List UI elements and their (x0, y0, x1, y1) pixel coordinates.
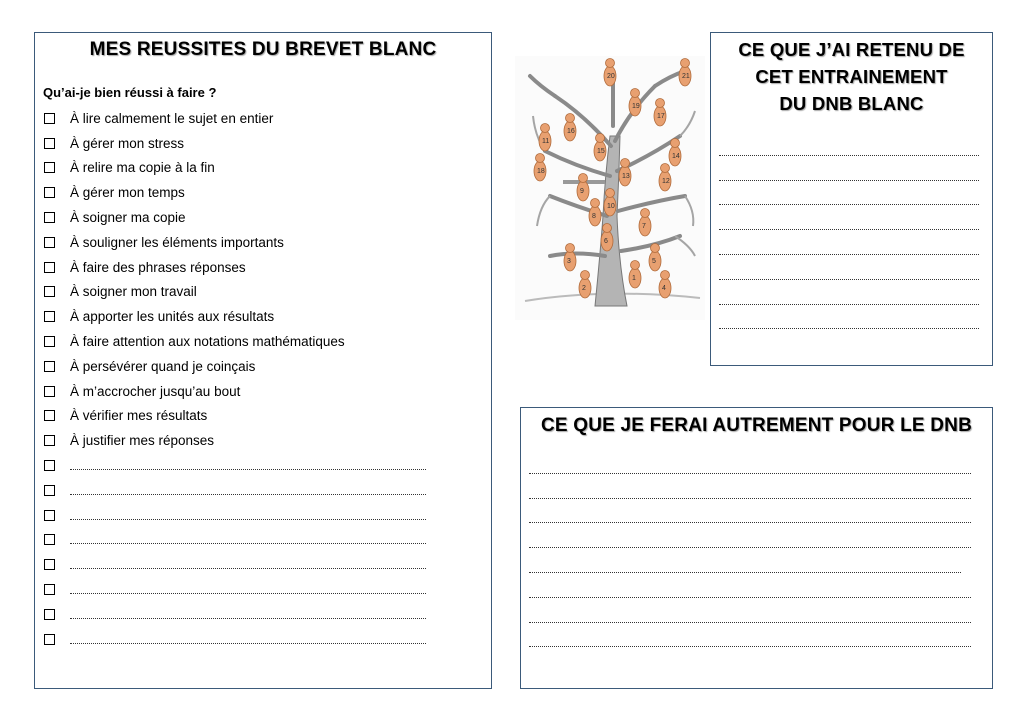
checkbox[interactable] (44, 237, 55, 248)
checklist-item-label: À faire des phrases réponses (70, 259, 246, 275)
writing-line[interactable] (529, 573, 971, 598)
checkbox[interactable] (44, 634, 55, 645)
blank-answer-line[interactable] (70, 593, 426, 594)
checkbox[interactable] (44, 311, 55, 322)
learned-title-line: CET ENTRAINEMENT (755, 66, 948, 87)
figure-number-label: 2 (582, 285, 586, 292)
checklist-blank-item (35, 627, 491, 652)
writing-line[interactable] (529, 523, 971, 548)
figure-number-label: 5 (652, 258, 656, 265)
checkbox[interactable] (44, 534, 55, 545)
writing-line[interactable] (529, 598, 971, 623)
figure-number-label: 20 (607, 73, 615, 80)
figure-number-label: 18 (537, 168, 545, 175)
writing-line[interactable] (719, 280, 979, 305)
writing-line[interactable] (529, 474, 971, 499)
learned-panel (710, 32, 993, 366)
checkbox[interactable] (44, 386, 55, 397)
successes-title: MES REUSSITES DU BREVET BLANC (89, 39, 437, 60)
checklist-item (35, 404, 491, 429)
checklist-item-label: À persévérer quand je coinçais (70, 358, 256, 374)
checkbox[interactable] (44, 113, 55, 124)
blob-tree-illustration (515, 56, 705, 320)
checkbox[interactable] (44, 286, 55, 297)
blank-answer-line[interactable] (70, 519, 426, 520)
writing-line[interactable] (719, 156, 979, 181)
writing-line[interactable] (719, 205, 979, 230)
figure-number-label: 19 (632, 103, 640, 110)
checkbox[interactable] (44, 410, 55, 421)
blank-answer-line[interactable] (70, 469, 426, 470)
do-differently-writing-lines (521, 449, 992, 647)
learned-title-line: CE QUE J’AI RETENU DE (738, 39, 965, 60)
writing-line[interactable] (529, 548, 961, 573)
checkbox[interactable] (44, 435, 55, 446)
figure-number-label: 9 (580, 188, 584, 195)
checkbox[interactable] (44, 559, 55, 570)
figure-number-label: 4 (662, 285, 666, 292)
checklist-item-label: À soigner ma copie (70, 210, 186, 226)
checklist-item-label: À soigner mon travail (70, 284, 197, 300)
figure-number-label: 15 (597, 148, 605, 155)
checklist-blank-item (35, 552, 491, 577)
checklist-item-label: À gérer mon temps (70, 185, 185, 201)
checklist-blank-item (35, 478, 491, 503)
successes-panel (34, 32, 492, 689)
checklist-item (35, 156, 491, 181)
checklist-item (35, 428, 491, 453)
checklist-item (35, 180, 491, 205)
figure-number-label: 13 (622, 173, 630, 180)
do-differently-title: CE QUE JE FERAI AUTREMENT POUR LE DNB (540, 415, 973, 436)
figure-number-label: 14 (672, 153, 680, 160)
checkbox[interactable] (44, 510, 55, 521)
checklist-item (35, 329, 491, 354)
figure-number-label: 3 (567, 258, 571, 265)
writing-line[interactable] (719, 131, 979, 156)
checklist-blank-item (35, 577, 491, 602)
blank-answer-line[interactable] (70, 568, 426, 569)
checklist-item-label: À m’accrocher jusqu’au bout (70, 383, 241, 399)
checkbox[interactable] (44, 138, 55, 149)
checkbox[interactable] (44, 212, 55, 223)
checkbox[interactable] (44, 162, 55, 173)
figure-number-label: 16 (567, 128, 575, 135)
blank-answer-line[interactable] (70, 643, 426, 644)
figure-number-label: 8 (592, 213, 596, 220)
checklist-item (35, 280, 491, 305)
figure-number-label: 10 (607, 203, 615, 210)
figure-number-label: 1 (632, 275, 636, 282)
checklist-blank-item (35, 602, 491, 627)
checkbox[interactable] (44, 262, 55, 273)
successes-checklist (35, 106, 491, 652)
checkbox[interactable] (44, 460, 55, 471)
writing-line[interactable] (719, 181, 979, 206)
checklist-item-label: À lire calmement le sujet en entier (70, 110, 274, 126)
writing-line[interactable] (529, 499, 971, 524)
checklist-item-label: À apporter les unités aux résultats (70, 309, 275, 325)
checklist-item (35, 354, 491, 379)
figure-number-label: 21 (682, 73, 690, 80)
figure-number-label: 11 (542, 138, 550, 145)
checklist-item (35, 304, 491, 329)
checklist-blank-item (35, 528, 491, 553)
writing-line[interactable] (719, 230, 979, 255)
checklist-item (35, 379, 491, 404)
writing-line[interactable] (719, 305, 979, 330)
do-differently-panel (520, 407, 993, 689)
checklist-blank-item (35, 453, 491, 478)
figure-number-label: 6 (604, 238, 608, 245)
learned-writing-lines (711, 131, 992, 329)
checklist-item (35, 230, 491, 255)
checklist-item-label: À faire attention aux notations mathématiques (70, 334, 345, 350)
writing-line[interactable] (719, 255, 979, 280)
checklist-item-label: À relire ma copie à la fin (70, 160, 215, 176)
checklist-item (35, 131, 491, 156)
writing-line[interactable] (529, 623, 971, 648)
figure-number-label: 12 (662, 178, 670, 185)
checkbox[interactable] (44, 609, 55, 620)
blank-answer-line[interactable] (70, 494, 426, 495)
checkbox[interactable] (44, 187, 55, 198)
checklist-item (35, 205, 491, 230)
blank-answer-line[interactable] (70, 543, 426, 544)
successes-question: Qu’ai-je bien réussi à faire ? (43, 85, 217, 100)
checklist-item-label: À justifier mes réponses (70, 433, 215, 449)
checklist-item (35, 106, 491, 131)
checklist-blank-item (35, 503, 491, 528)
checkbox[interactable] (44, 584, 55, 595)
checklist-item-label: À souligner les éléments importants (70, 234, 284, 250)
checkbox[interactable] (44, 361, 55, 372)
writing-line[interactable] (529, 449, 971, 474)
checkbox[interactable] (44, 485, 55, 496)
checklist-item-label: À gérer mon stress (70, 135, 185, 151)
checklist-item (35, 255, 491, 280)
blank-answer-line[interactable] (70, 618, 426, 619)
learned-title (711, 36, 992, 117)
checklist-item-label: À vérifier mes résultats (70, 408, 208, 424)
figure-number-label: 17 (657, 113, 665, 120)
figure-number-label: 7 (642, 223, 646, 230)
checkbox[interactable] (44, 336, 55, 347)
learned-title-line: DU DNB BLANC (779, 93, 924, 114)
